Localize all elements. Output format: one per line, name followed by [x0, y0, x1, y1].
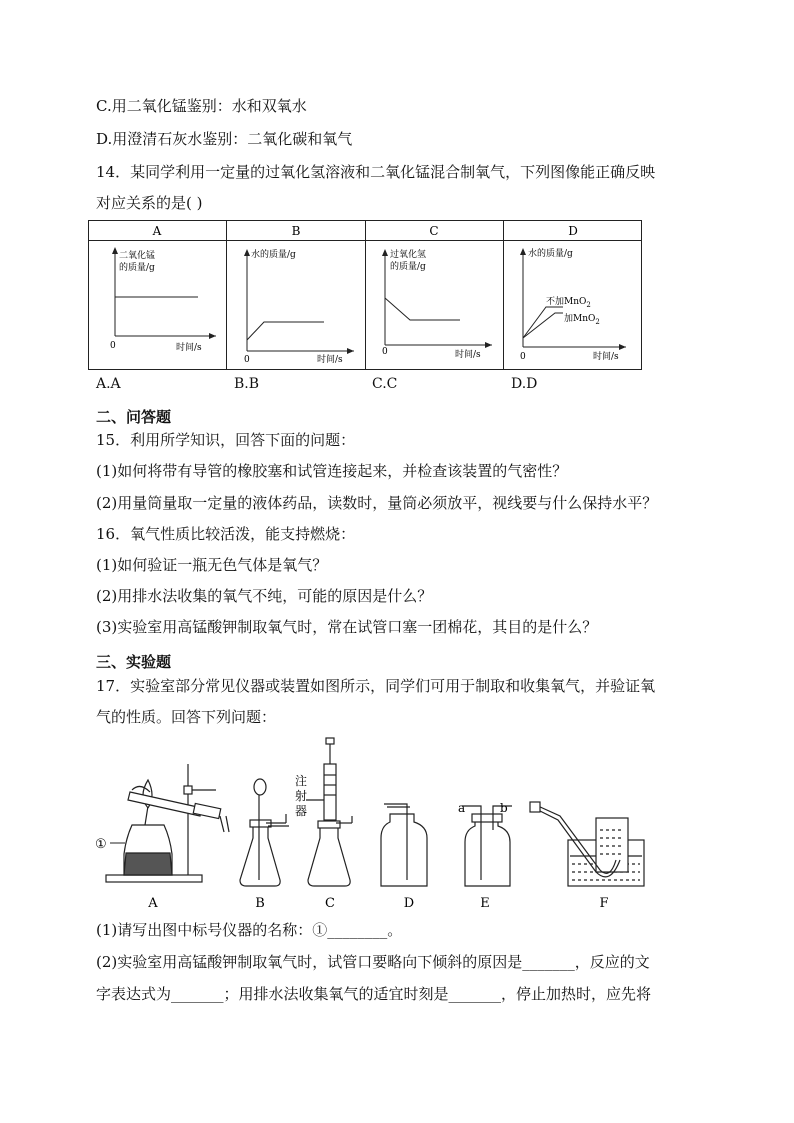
- graph-c-ylabel-1: 过氧化氢: [390, 250, 427, 260]
- column-header-c: C: [429, 224, 439, 238]
- question-14-line-2: 对应关系的是( ): [96, 194, 203, 212]
- question-14-line-1: 14．某同学利用一定量的过氧化氢溶液和二氧化锰混合制氧气，下列图像能正确反映: [96, 163, 656, 181]
- question-17-line-2: 气的性质。回答下列问题：: [96, 708, 277, 726]
- apparatus-figure: [90, 730, 670, 915]
- apparatus-d: [381, 804, 427, 886]
- graph-d-annot-mno2: [564, 312, 600, 326]
- question-16-1: (1)如何验证一瓶无色气体是氧气？: [96, 556, 328, 574]
- answer-option-d[interactable]: D.D: [511, 376, 538, 392]
- question-17-line-1: 17．实验室部分常见仪器或装置如图所示，同学们可用于制取和收集氧气，并验证氧: [96, 677, 656, 695]
- graph-a-origin: 0: [110, 341, 116, 351]
- graph-d-annot-2-sub: 2: [595, 318, 600, 326]
- question-16-3: (3)实验室用高锰酸钾制取氧气时，常在试管口塞一团棉花，其目的是什么？: [96, 618, 598, 636]
- graph-a-xlabel: 时间/s: [176, 343, 202, 353]
- question-17-1: (1)请写出图中标号仪器的名称：①________。: [96, 921, 403, 939]
- graph-c-ylabel-2: 的质量/g: [390, 262, 426, 272]
- question-16: 16．氧气性质比较活泼，能支持燃烧：: [96, 525, 356, 543]
- port-label-b: b: [500, 801, 508, 815]
- question-15-1: (1)如何将带有导管的橡胶塞和试管连接起来，并检查该装置的气密性？: [96, 462, 568, 480]
- column-header-d: D: [568, 224, 578, 238]
- graph-b: [244, 248, 354, 365]
- graph-d-annot-1-text: 不加MnO: [546, 297, 587, 307]
- q14-graph-table: [88, 220, 644, 372]
- graph-c: [382, 248, 492, 360]
- graph-c-origin: 0: [382, 347, 388, 357]
- question-16-2: (2)用排水法收集的氧气不纯，可能的原因是什么？: [96, 587, 433, 605]
- answer-option-c[interactable]: C.C: [372, 376, 398, 392]
- graph-d-origin: 0: [520, 352, 526, 362]
- answer-option-a[interactable]: A.A: [96, 376, 121, 392]
- apparatus-a: [106, 764, 229, 882]
- apparatus-marker-1: ①: [95, 837, 107, 852]
- apparatus-label-e: E: [480, 896, 490, 911]
- graph-b-origin: 0: [244, 355, 250, 365]
- graph-a-ylabel-1: 二氧化锰: [119, 251, 156, 261]
- question-15: 15．利用所学知识，回答下面的问题：: [96, 431, 356, 449]
- graph-d: [520, 247, 626, 362]
- graph-b-ylabel: 水的质量/g: [251, 250, 296, 260]
- graph-a-ylabel-2: 的质量/g: [119, 263, 155, 273]
- apparatus-label-a: A: [148, 896, 158, 911]
- question-15-2: (2)用量筒量取一定量的液体药品，读数时，量筒必须放平，视线要与什么保持水平？: [96, 494, 658, 512]
- graph-d-ylabel: 水的质量/g: [528, 249, 573, 259]
- apparatus-label-c: C: [325, 896, 335, 911]
- column-header-b: B: [291, 224, 301, 238]
- option-c-line: C.用二氧化锰鉴别：水和双氧水: [96, 97, 307, 115]
- answer-option-b[interactable]: B.B: [234, 376, 260, 392]
- question-17-2-line-2: 字表达式为_______；用排水法收集氧气的适宜时刻是_______，停止加热时，应先将: [96, 985, 652, 1003]
- syringe-label-2: 射: [295, 789, 308, 803]
- section-3-title: 三、实验题: [96, 653, 172, 671]
- section-2-title: 二、问答题: [96, 408, 172, 426]
- question-17-2-line-1: (2)实验室用高锰酸钾制取氧气时，试管口要略向下倾斜的原因是_______，反应的文: [96, 953, 650, 971]
- apparatus-c: [306, 738, 352, 886]
- syringe-label-1: 注: [295, 774, 308, 788]
- graph-d-annot-2-text: 加MnO: [564, 314, 596, 324]
- column-header-a: A: [152, 224, 162, 238]
- graph-d-annot-no-mno2: [546, 295, 591, 309]
- graph-b-xlabel: 时间/s: [317, 355, 343, 365]
- apparatus-label-f: F: [599, 896, 609, 911]
- syringe-label-3: 器: [295, 804, 308, 818]
- port-label-a: a: [458, 801, 466, 815]
- graph-c-xlabel: 时间/s: [455, 350, 481, 360]
- apparatus-b: [240, 779, 289, 886]
- apparatus-e: [462, 806, 512, 886]
- apparatus-label-b: B: [255, 896, 265, 911]
- apparatus-f: [530, 802, 644, 886]
- graph-d-xlabel: 时间/s: [593, 352, 619, 362]
- graph-a: [110, 247, 216, 353]
- apparatus-label-d: D: [403, 896, 415, 911]
- option-d-line: D.用澄清石灰水鉴别：二氧化碳和氧气: [96, 130, 353, 148]
- graph-d-annot-1-sub: 2: [586, 301, 591, 309]
